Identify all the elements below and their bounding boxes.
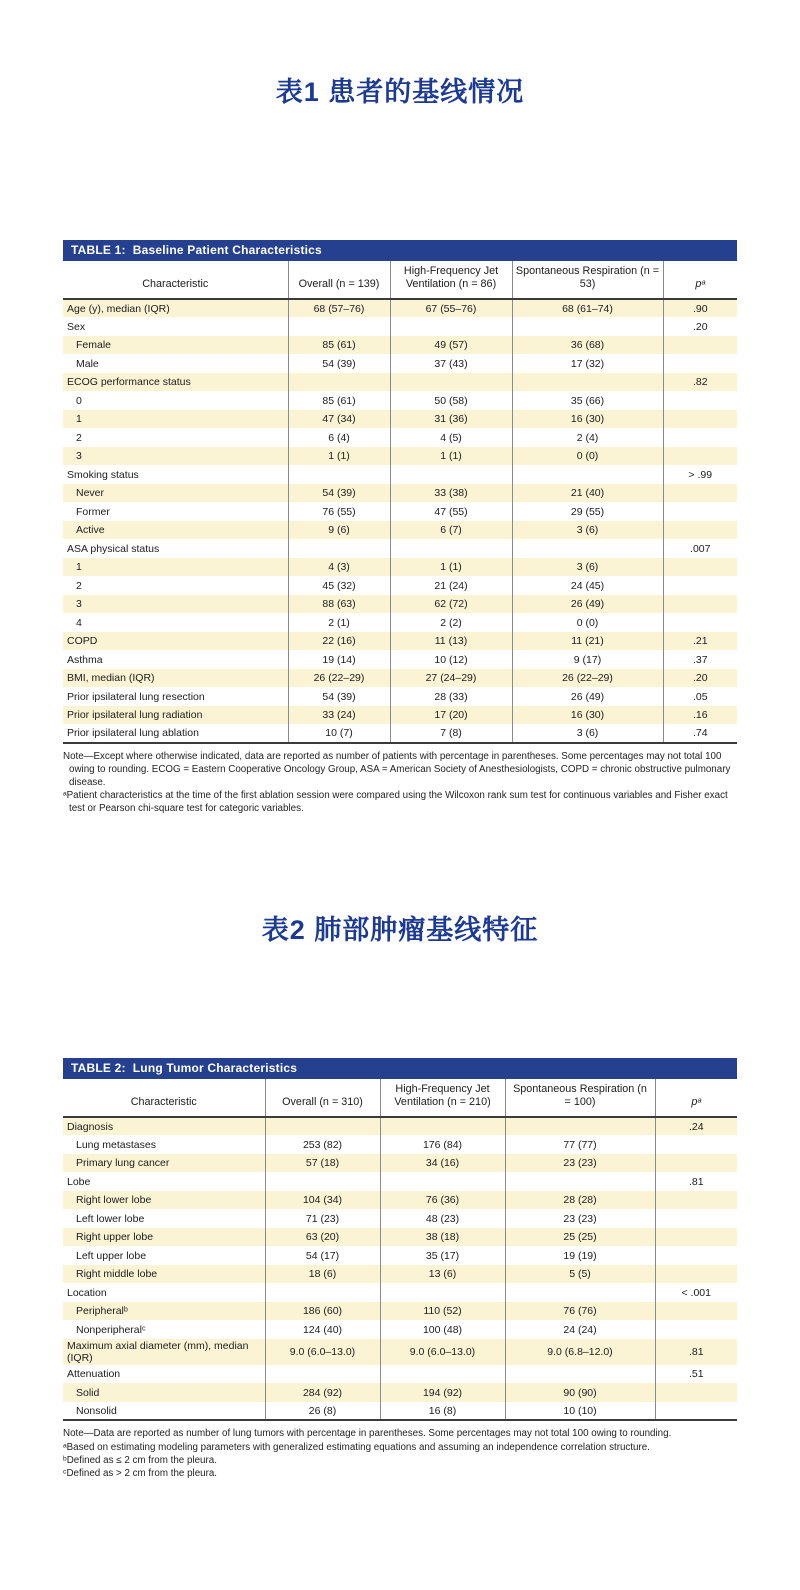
cell-hfjv: 37 (43): [390, 354, 512, 373]
row-label: Maximum axial diameter (mm), median (IQR): [67, 1339, 249, 1364]
row-label: Primary lung cancer: [76, 1157, 170, 1170]
cell-pvalue: [655, 1383, 737, 1402]
table-row: [63, 1154, 737, 1173]
cell-overall: 85 (61): [288, 391, 390, 410]
row-label: Age (y), median (IQR): [67, 302, 170, 315]
cell-spontaneous: [512, 373, 663, 392]
cell-overall: 18 (6): [265, 1265, 380, 1284]
cell-hfjv: 7 (8): [390, 724, 512, 743]
row-label: Attenuation: [67, 1368, 121, 1381]
cell-hfjv: 35 (17): [380, 1246, 505, 1265]
table-row: [63, 1283, 737, 1302]
cell-hfjv: 47 (55): [390, 502, 512, 521]
row-label: Peripheralᵇ: [76, 1305, 128, 1318]
table-row: [63, 669, 737, 688]
table-row: [63, 1320, 737, 1339]
table-row: [63, 650, 737, 669]
cell-overall: [288, 465, 390, 484]
cell-hfjv: 76 (36): [380, 1191, 505, 1210]
cell-overall: 76 (55): [288, 502, 390, 521]
cell-overall: 10 (7): [288, 724, 390, 743]
cell-spontaneous: 5 (5): [505, 1265, 655, 1284]
table-row: [63, 706, 737, 725]
cell-overall: 9.0 (6.0–13.0): [265, 1339, 380, 1365]
cell-spontaneous: [505, 1365, 655, 1384]
row-label: 1: [76, 561, 82, 574]
cell-pvalue: .51: [655, 1365, 737, 1384]
cell-hfjv: 9.0 (6.0–13.0): [380, 1339, 505, 1365]
row-label: Prior ipsilateral lung resection: [67, 690, 205, 703]
row-label: Diagnosis: [67, 1120, 114, 1133]
cell-overall: [265, 1117, 380, 1136]
cell-hfjv: [380, 1117, 505, 1136]
table-row: [63, 1265, 737, 1284]
table-row: [63, 502, 737, 521]
cell-spontaneous: [505, 1283, 655, 1302]
row-label: Former: [76, 505, 110, 518]
cell-spontaneous: [505, 1117, 655, 1136]
cell-pvalue: .81: [655, 1339, 737, 1365]
table-row: [63, 447, 737, 466]
cell-hfjv: 48 (23): [380, 1209, 505, 1228]
cell-pvalue: .74: [663, 724, 737, 743]
cell-hfjv: 4 (5): [390, 428, 512, 447]
cell-spontaneous: 3 (6): [512, 521, 663, 540]
cell-spontaneous: 36 (68): [512, 336, 663, 355]
cell-overall: 6 (4): [288, 428, 390, 447]
cell-spontaneous: 35 (66): [512, 391, 663, 410]
table-row: [63, 1135, 737, 1154]
table-row: [63, 687, 737, 706]
table1-footnote-a: ᵃPatient characteristics at the time of the first ablation session were compared using the Wilcoxon rank sum test for continuous variables and Fisher exact test or Pearson chi-square test for categoric variables.: [63, 790, 728, 815]
cell-spontaneous: 23 (23): [505, 1209, 655, 1228]
column-header-hfjv: High-Frequency Jet Ventilation (n = 86): [390, 261, 512, 299]
cell-hfjv: [390, 465, 512, 484]
cell-pvalue: .82: [663, 373, 737, 392]
cell-hfjv: 21 (24): [390, 576, 512, 595]
table2-section: [63, 1058, 737, 1480]
table-row: [63, 576, 737, 595]
cell-overall: 88 (63): [288, 595, 390, 614]
cell-overall: 54 (39): [288, 484, 390, 503]
column-header-overall: Overall (n = 139): [288, 261, 390, 299]
cell-spontaneous: [512, 317, 663, 336]
row-label: Active: [76, 524, 105, 537]
row-label: 2: [76, 431, 82, 444]
table1-footnotes: [63, 750, 737, 816]
cell-spontaneous: 3 (6): [512, 558, 663, 577]
table-row: [63, 613, 737, 632]
cell-hfjv: 2 (2): [390, 613, 512, 632]
table-row: [63, 1209, 737, 1228]
cell-spontaneous: 3 (6): [512, 724, 663, 743]
table2-footnote-b: ᵇDefined as ≤ 2 cm from the pleura.: [63, 1454, 217, 1466]
table1: [63, 261, 737, 744]
cell-overall: 47 (34): [288, 410, 390, 429]
cell-pvalue: < .001: [655, 1283, 737, 1302]
cell-pvalue: [663, 576, 737, 595]
cell-pvalue: [663, 391, 737, 410]
table-row: [63, 1246, 737, 1265]
cell-hfjv: 194 (92): [380, 1383, 505, 1402]
cell-spontaneous: 28 (28): [505, 1191, 655, 1210]
cell-spontaneous: 26 (49): [512, 687, 663, 706]
cell-overall: 68 (57–76): [288, 299, 390, 318]
table-row: [63, 595, 737, 614]
cell-spontaneous: 23 (23): [505, 1154, 655, 1173]
table-row: [63, 299, 737, 318]
table-row: [63, 1302, 737, 1321]
cell-spontaneous: 29 (55): [512, 502, 663, 521]
table1-section: [63, 240, 737, 816]
cell-overall: 4 (3): [288, 558, 390, 577]
row-label: Solid: [76, 1386, 100, 1399]
table2-body: [63, 1117, 737, 1421]
cell-pvalue: [655, 1154, 737, 1173]
column-header-overall: Overall (n = 310): [265, 1079, 380, 1117]
table-row: [63, 410, 737, 429]
cell-spontaneous: 11 (21): [512, 632, 663, 651]
cell-hfjv: 1 (1): [390, 558, 512, 577]
row-label: COPD: [67, 635, 98, 648]
cell-hfjv: 100 (48): [380, 1320, 505, 1339]
row-label: Left upper lobe: [76, 1249, 147, 1262]
cell-overall: 71 (23): [265, 1209, 380, 1228]
cell-pvalue: [655, 1402, 737, 1421]
cell-overall: 45 (32): [288, 576, 390, 595]
row-label: Female: [76, 339, 112, 352]
cell-pvalue: .16: [663, 706, 737, 725]
cell-hfjv: 11 (13): [390, 632, 512, 651]
cell-hfjv: 50 (58): [390, 391, 512, 410]
cell-pvalue: [655, 1246, 737, 1265]
table-row: [63, 465, 737, 484]
cell-hfjv: 16 (8): [380, 1402, 505, 1421]
row-label: 4: [76, 616, 82, 629]
cell-pvalue: [655, 1191, 737, 1210]
table-row: [63, 1228, 737, 1247]
cell-pvalue: [663, 428, 737, 447]
table-row: [63, 724, 737, 743]
cell-spontaneous: 77 (77): [505, 1135, 655, 1154]
cell-pvalue: [663, 502, 737, 521]
cell-pvalue: [663, 354, 737, 373]
cell-spontaneous: [512, 465, 663, 484]
row-label: Right lower lobe: [76, 1194, 152, 1207]
cell-spontaneous: 16 (30): [512, 410, 663, 429]
row-label: ECOG performance status: [67, 376, 191, 389]
cell-spontaneous: 16 (30): [512, 706, 663, 725]
row-label: BMI, median (IQR): [67, 672, 155, 685]
cell-spontaneous: 0 (0): [512, 613, 663, 632]
cell-spontaneous: 90 (90): [505, 1383, 655, 1402]
cell-pvalue: [663, 595, 737, 614]
table-row: [63, 354, 737, 373]
cell-pvalue: [655, 1135, 737, 1154]
cell-hfjv: 10 (12): [390, 650, 512, 669]
cell-pvalue: [663, 336, 737, 355]
row-label: Prior ipsilateral lung radiation: [67, 709, 203, 722]
cell-overall: [288, 317, 390, 336]
cell-overall: 284 (92): [265, 1383, 380, 1402]
cell-spontaneous: [512, 539, 663, 558]
cell-spontaneous: 2 (4): [512, 428, 663, 447]
cell-overall: 22 (16): [288, 632, 390, 651]
cell-hfjv: 176 (84): [380, 1135, 505, 1154]
cell-overall: 57 (18): [265, 1154, 380, 1173]
table1-note: Note—Except where otherwise indicated, data are reported as number of patients with percentage in parentheses. Some percentages may not total 100 owing to rounding. ECOG = Eastern Cooperative Oncology Group, ASA = American Society of Anesthesiologists, COPD = chronic obstructive pulmonary disease.: [63, 750, 731, 789]
cell-pvalue: > .99: [663, 465, 737, 484]
cell-pvalue: .05: [663, 687, 737, 706]
cell-pvalue: .007: [663, 539, 737, 558]
table2-chinese-caption: 表2 肺部肿瘤基线特征: [261, 915, 539, 945]
cell-hfjv: 62 (72): [390, 595, 512, 614]
column-header-pvalue: pᵃ: [655, 1079, 737, 1117]
cell-hfjv: [390, 373, 512, 392]
row-label: 2: [76, 579, 82, 592]
cell-overall: 19 (14): [288, 650, 390, 669]
row-label: Nonsolid: [76, 1404, 117, 1417]
cell-overall: 2 (1): [288, 613, 390, 632]
row-label: Location: [67, 1286, 107, 1299]
column-header-hfjv: High-Frequency Jet Ventilation (n = 210): [380, 1079, 505, 1117]
column-header-characteristic: Characteristic: [63, 261, 288, 299]
cell-pvalue: .20: [663, 669, 737, 688]
cell-spontaneous: 9 (17): [512, 650, 663, 669]
cell-pvalue: .21: [663, 632, 737, 651]
cell-spontaneous: 26 (49): [512, 595, 663, 614]
cell-hfjv: 67 (55–76): [390, 299, 512, 318]
cell-spontaneous: 17 (32): [512, 354, 663, 373]
row-label: Male: [76, 357, 99, 370]
cell-pvalue: .24: [655, 1117, 737, 1136]
row-label: Lung metastases: [76, 1138, 156, 1151]
table-row: [63, 484, 737, 503]
cell-hfjv: 1 (1): [390, 447, 512, 466]
cell-pvalue: [663, 484, 737, 503]
row-label: Right middle lobe: [76, 1268, 158, 1281]
cell-hfjv: [380, 1283, 505, 1302]
cell-overall: 253 (82): [265, 1135, 380, 1154]
row-label: Sex: [67, 320, 86, 333]
table-row: [63, 539, 737, 558]
table-row: [63, 428, 737, 447]
cell-spontaneous: 0 (0): [512, 447, 663, 466]
table-row: [63, 1191, 737, 1210]
table-row: [63, 632, 737, 651]
cell-pvalue: [655, 1302, 737, 1321]
cell-overall: 54 (17): [265, 1246, 380, 1265]
cell-hfjv: 17 (20): [390, 706, 512, 725]
row-label: 0: [76, 394, 82, 407]
table2-column-headers: [63, 1079, 737, 1117]
cell-overall: 186 (60): [265, 1302, 380, 1321]
cell-hfjv: 27 (24–29): [390, 669, 512, 688]
cell-spontaneous: 25 (25): [505, 1228, 655, 1247]
cell-pvalue: .20: [663, 317, 737, 336]
table-row: [63, 1383, 737, 1402]
table-row: [63, 336, 737, 355]
row-label: 3: [76, 598, 82, 611]
cell-pvalue: [663, 447, 737, 466]
cell-hfjv: 34 (16): [380, 1154, 505, 1173]
column-header-pvalue: pᵃ: [663, 261, 737, 299]
cell-overall: 54 (39): [288, 354, 390, 373]
cell-hfjv: 6 (7): [390, 521, 512, 540]
cell-pvalue: [655, 1209, 737, 1228]
table2-footnotes: [63, 1427, 737, 1480]
cell-hfjv: [380, 1172, 505, 1191]
column-header-spontaneous: Spontaneous Respiration (n = 100): [505, 1079, 655, 1117]
cell-pvalue: [655, 1320, 737, 1339]
row-label: Right upper lobe: [76, 1231, 154, 1244]
cell-pvalue: [663, 613, 737, 632]
column-header-characteristic: Characteristic: [63, 1079, 265, 1117]
cell-pvalue: [655, 1265, 737, 1284]
cell-hfjv: [390, 317, 512, 336]
row-label: Nonperipheralᶜ: [76, 1323, 146, 1336]
row-label: Left lower lobe: [76, 1212, 145, 1225]
row-label: Prior ipsilateral lung ablation: [67, 727, 199, 740]
cell-spontaneous: 68 (61–74): [512, 299, 663, 318]
row-label: 3: [76, 450, 82, 463]
table1-column-headers: [63, 261, 737, 299]
cell-spontaneous: 19 (19): [505, 1246, 655, 1265]
table2-header-bar: TABLE 2: Lung Tumor Characteristics: [63, 1058, 737, 1079]
cell-spontaneous: 26 (22–29): [512, 669, 663, 688]
cell-hfjv: [380, 1365, 505, 1384]
cell-pvalue: .90: [663, 299, 737, 318]
cell-pvalue: .37: [663, 650, 737, 669]
row-label: Smoking status: [67, 468, 139, 481]
cell-hfjv: 49 (57): [390, 336, 512, 355]
column-header-spontaneous: Spontaneous Respiration (n = 53): [512, 261, 663, 299]
cell-hfjv: 38 (18): [380, 1228, 505, 1247]
row-label: 1: [76, 413, 82, 426]
row-label: Never: [76, 487, 105, 500]
cell-pvalue: [655, 1228, 737, 1247]
table1-header-bar: TABLE 1: Baseline Patient Characteristics: [63, 240, 737, 261]
row-label: Asthma: [67, 653, 103, 666]
table2-note: Note—Data are reported as number of lung tumors with percentage in parentheses. Some percentages may not total 100 owing to rounding.: [63, 1428, 672, 1440]
cell-overall: 54 (39): [288, 687, 390, 706]
table2: [63, 1079, 737, 1421]
cell-hfjv: 13 (6): [380, 1265, 505, 1284]
cell-overall: [265, 1283, 380, 1302]
cell-overall: [288, 539, 390, 558]
cell-hfjv: 110 (52): [380, 1302, 505, 1321]
cell-spontaneous: 10 (10): [505, 1402, 655, 1421]
cell-spontaneous: 76 (76): [505, 1302, 655, 1321]
table-row: [63, 391, 737, 410]
cell-overall: 85 (61): [288, 336, 390, 355]
cell-spontaneous: [505, 1172, 655, 1191]
cell-pvalue: [663, 521, 737, 540]
cell-pvalue: [663, 558, 737, 577]
cell-hfjv: [390, 539, 512, 558]
table2-footnote-c: ᶜDefined as > 2 cm from the pleura.: [63, 1467, 218, 1479]
table-row: [63, 1402, 737, 1421]
table-row: [63, 1365, 737, 1384]
cell-overall: 26 (8): [265, 1402, 380, 1421]
table-row: [63, 521, 737, 540]
cell-overall: [288, 373, 390, 392]
row-label: ASA physical status: [67, 542, 160, 555]
cell-overall: [265, 1172, 380, 1191]
cell-spontaneous: 9.0 (6.8–12.0): [505, 1339, 655, 1365]
cell-overall: 9 (6): [288, 521, 390, 540]
cell-pvalue: [663, 410, 737, 429]
cell-spontaneous: 24 (45): [512, 576, 663, 595]
cell-overall: 63 (20): [265, 1228, 380, 1247]
table1-chinese-caption: 表1 患者的基线情况: [275, 77, 525, 107]
table2-footnote-a: ᵃBased on estimating modeling parameters with generalized estimating equations and assuming an independence correlation structure.: [63, 1441, 650, 1453]
table1-body: [63, 299, 737, 743]
cell-spontaneous: 21 (40): [512, 484, 663, 503]
table-row: [63, 1172, 737, 1191]
cell-overall: 26 (22–29): [288, 669, 390, 688]
cell-overall: 124 (40): [265, 1320, 380, 1339]
cell-hfjv: 31 (36): [390, 410, 512, 429]
cell-spontaneous: 24 (24): [505, 1320, 655, 1339]
table-row: [63, 317, 737, 336]
cell-overall: 104 (34): [265, 1191, 380, 1210]
cell-pvalue: .81: [655, 1172, 737, 1191]
table-row: [63, 558, 737, 577]
cell-overall: 33 (24): [288, 706, 390, 725]
row-label: Lobe: [67, 1175, 91, 1188]
cell-hfjv: 28 (33): [390, 687, 512, 706]
table-row: [63, 373, 737, 392]
table-row: [63, 1339, 737, 1365]
table-row: [63, 1117, 737, 1136]
cell-hfjv: 33 (38): [390, 484, 512, 503]
cell-overall: [265, 1365, 380, 1384]
cell-overall: 1 (1): [288, 447, 390, 466]
